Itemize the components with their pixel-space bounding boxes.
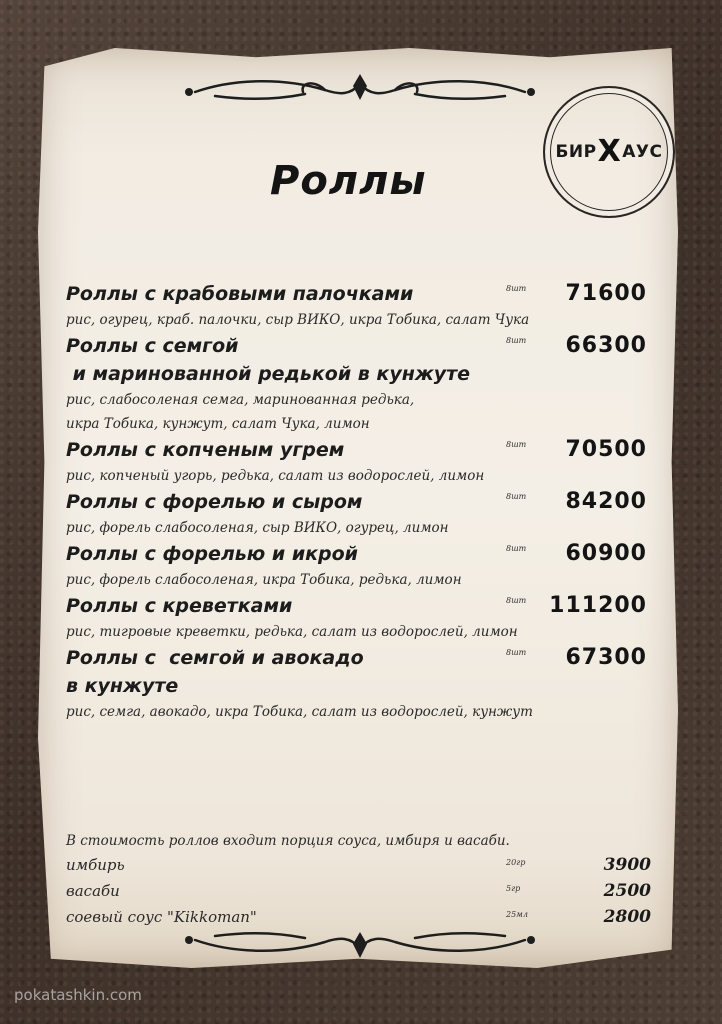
menu-item: [66, 644, 651, 724]
item-price: 71600: [565, 281, 647, 306]
extra-name: васаби: [66, 882, 120, 900]
item-quantity: 8шт: [506, 284, 527, 293]
menu-item-header: [66, 592, 651, 620]
extras-note: В стоимость роллов входит порция соуса, имбиря и васаби.: [66, 833, 510, 849]
extra-price: 2800: [603, 907, 651, 927]
menu-item: [66, 540, 651, 592]
page-title: Роллы: [270, 158, 427, 204]
item-quantity: 8шт: [506, 492, 527, 501]
extra-row: [66, 852, 651, 878]
item-description: рис, семга, авокадо, икра Тобика, салат из водорослей, кунжут: [66, 704, 533, 720]
item-price: 111200: [549, 593, 647, 618]
item-description: рис, слабосоленая семга, маринованная редька,: [66, 392, 415, 408]
brand-logo: [543, 86, 675, 218]
item-price: 60900: [565, 541, 647, 566]
ornament-bottom-icon: [175, 922, 545, 962]
item-name-continued: и маринованной редькой в кунжуте: [66, 363, 471, 385]
watermark: pokatashkin.com: [14, 986, 142, 1004]
logo-text: БИР Х АУС: [555, 134, 663, 169]
item-name: Роллы с форелью и икрой: [66, 543, 358, 565]
item-name: Роллы с крабовыми палочками: [66, 283, 414, 305]
item-description: рис, огурец, краб. палочки, сыр ВИКО, икра Тобика, салат Чука: [66, 312, 530, 328]
menu-item: [66, 488, 651, 540]
item-description: рис, форель слабосоленая, икра Тобика, редька, лимон: [66, 572, 462, 588]
menu-item-header: [66, 332, 651, 360]
menu-item-header: [66, 488, 651, 516]
item-description: икра Тобика, кунжут, салат Чука, лимон: [66, 416, 370, 432]
item-price: 70500: [565, 437, 647, 462]
menu-item: [66, 280, 651, 332]
item-quantity: 8шт: [506, 336, 527, 345]
item-description: рис, копченый угорь, редька, салат из водорослей, лимон: [66, 468, 485, 484]
extra-price: 3900: [603, 855, 651, 875]
extra-name: имбирь: [66, 856, 125, 874]
menu-item: [66, 436, 651, 488]
menu-item-header: [66, 644, 651, 672]
menu-item: [66, 592, 651, 644]
extra-price: 2500: [603, 881, 651, 901]
extra-name: соевый соус "Kikkoman": [66, 908, 257, 926]
menu-item-header: [66, 436, 651, 464]
extra-quantity: 25мл: [506, 910, 528, 919]
item-price: 67300: [565, 645, 647, 670]
item-description: рис, форель слабосоленая, сыр ВИКО, огурец, лимон: [66, 520, 449, 536]
item-quantity: 8шт: [506, 440, 527, 449]
menu-item-header: [66, 540, 651, 568]
item-quantity: 8шт: [506, 544, 527, 553]
extras-list: [66, 852, 651, 930]
item-name-continued: в кунжуте: [66, 675, 179, 697]
item-price: 66300: [565, 333, 647, 358]
extra-row: [66, 878, 651, 904]
item-quantity: 8шт: [506, 648, 527, 657]
menu-item: [66, 332, 651, 436]
extra-quantity: 20гр: [506, 858, 526, 867]
menu-list: [66, 280, 651, 724]
menu-item-header: [66, 280, 651, 308]
item-name: Роллы с семгой: [66, 335, 239, 357]
item-name: Роллы с копченым угрем: [66, 439, 345, 461]
extra-quantity: 5гр: [506, 884, 521, 893]
item-name: Роллы с семгой и авокадо: [66, 647, 364, 669]
item-description: рис, тигровые креветки, редька, салат из водорослей, лимон: [66, 624, 518, 640]
ornament-top-icon: [175, 70, 545, 110]
item-name: Роллы с креветками: [66, 595, 293, 617]
item-quantity: 8шт: [506, 596, 527, 605]
item-price: 84200: [565, 489, 647, 514]
extras-section: [66, 830, 651, 930]
item-name: Роллы с форелью и сыром: [66, 491, 363, 513]
